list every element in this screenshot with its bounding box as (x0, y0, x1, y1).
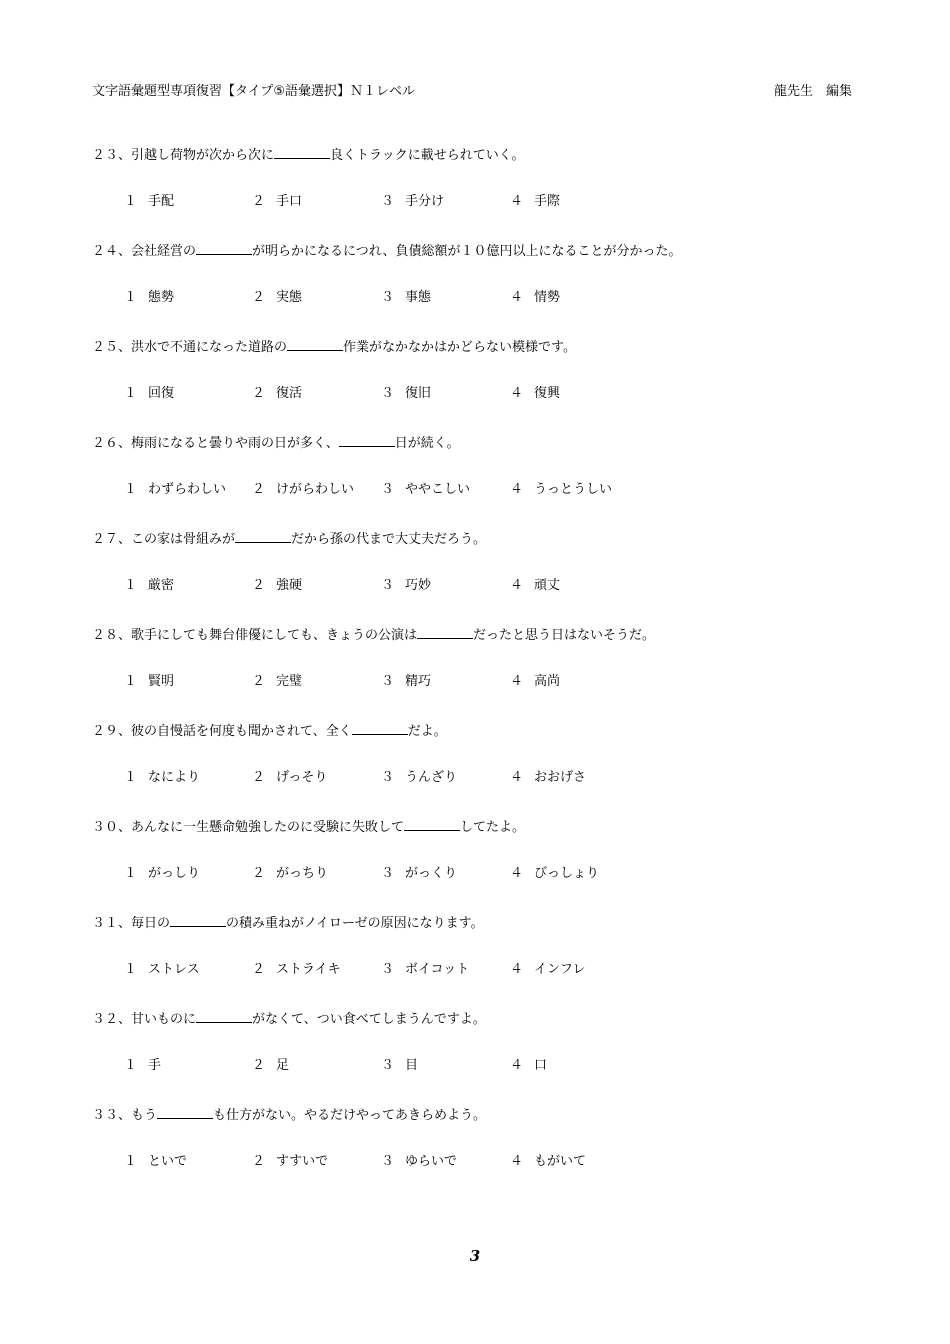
option-1 (124, 1056, 161, 1076)
option-number: １ (124, 290, 138, 305)
option-text: なにより (148, 770, 201, 785)
option-text: がっしり (148, 866, 201, 881)
option-text: がっちり (276, 866, 329, 881)
answer-blank (196, 241, 252, 255)
option-number: １ (124, 578, 138, 593)
question-text (92, 913, 484, 933)
option-number: ３ (381, 674, 395, 689)
option-number: ４ (510, 386, 524, 401)
option-number: ３ (381, 386, 395, 401)
option-4 (510, 480, 612, 500)
option-number: ２ (252, 290, 266, 305)
option-text: 手口 (276, 194, 303, 209)
option-text: 厳密 (148, 578, 175, 593)
option-number: ２ (252, 578, 266, 593)
option-2 (252, 384, 302, 404)
option-4 (510, 288, 560, 308)
question-text-after: が明らかになるにつれ、負債総額が１０億円以上になることが分かった。 (252, 244, 682, 259)
option-text: インフレ (534, 962, 586, 977)
option-4 (510, 768, 586, 788)
option-text: けがらわしい (276, 482, 355, 497)
option-text: うんざり (405, 770, 458, 785)
option-4 (510, 576, 560, 596)
option-1 (124, 288, 174, 308)
option-text: 手分け (405, 194, 445, 209)
question-25 (92, 337, 872, 433)
option-number: １ (124, 770, 138, 785)
option-text: ゆらいで (405, 1154, 458, 1169)
question-number: ３１、 (92, 916, 132, 931)
option-number: ４ (510, 1058, 524, 1073)
option-text: 口 (534, 1058, 548, 1073)
question-text-before: 歌手にしても舞台俳優にしても、きょうの公演は (131, 628, 418, 643)
option-1 (124, 480, 226, 500)
question-text (92, 721, 447, 741)
answer-blank (404, 817, 460, 831)
question-26 (92, 433, 872, 529)
option-2 (252, 192, 302, 212)
option-text: げっそり (276, 770, 328, 785)
option-3 (381, 960, 469, 980)
answer-blank (417, 625, 473, 639)
question-number: ３３、 (92, 1108, 132, 1123)
option-number: ２ (252, 194, 266, 209)
page-header (92, 82, 852, 102)
option-text: 復活 (276, 386, 303, 401)
question-27 (92, 529, 872, 625)
option-number: ４ (510, 674, 524, 689)
option-text: 目 (405, 1058, 419, 1073)
option-text: 復旧 (405, 386, 432, 401)
question-text (92, 1009, 486, 1029)
question-text (92, 529, 486, 549)
answer-blank (339, 433, 395, 447)
question-text-after: だから孫の代まで大丈夫だろう。 (291, 532, 487, 547)
question-text-before: 毎日の (131, 916, 171, 931)
answer-blank (170, 913, 226, 927)
answer-blank (196, 1009, 252, 1023)
question-text-after: の積み重ねがノイローゼの原因になります。 (226, 916, 484, 931)
option-2 (252, 1056, 289, 1076)
option-number: ４ (510, 962, 524, 977)
option-number: ４ (510, 866, 524, 881)
option-2 (252, 960, 341, 980)
option-text: といで (148, 1154, 188, 1169)
option-number: ４ (510, 290, 524, 305)
question-number: ２６、 (92, 436, 132, 451)
option-number: １ (124, 386, 138, 401)
option-text: 手配 (148, 194, 175, 209)
option-4 (510, 864, 599, 884)
question-33 (92, 1105, 872, 1201)
option-number: ３ (381, 770, 395, 785)
option-1 (124, 576, 174, 596)
header-author: 龍先生 編集 (773, 84, 852, 99)
option-text: 強硬 (276, 578, 303, 593)
option-number: ３ (381, 962, 395, 977)
option-text: 手 (148, 1058, 162, 1073)
option-number: ４ (510, 770, 524, 785)
question-text (92, 145, 525, 165)
option-3 (381, 864, 457, 884)
option-3 (381, 384, 431, 404)
option-number: ３ (381, 1058, 395, 1073)
answer-blank (287, 337, 343, 351)
option-1 (124, 960, 200, 980)
question-32 (92, 1009, 872, 1105)
header-title: 文字語彙題型専項復習【タイプ⑤語彙選択】Ｎ１レベル (92, 84, 416, 99)
option-text: わずらわしい (148, 482, 227, 497)
option-text: 情勢 (534, 290, 561, 305)
option-number: ２ (252, 1154, 266, 1169)
option-1 (124, 1152, 187, 1172)
question-text-before: 彼の自慢話を何度も聞かされて、全く (131, 724, 352, 739)
option-3 (381, 576, 431, 596)
question-text-after: だよ。 (407, 724, 447, 739)
option-number: ２ (252, 962, 266, 977)
question-text (92, 337, 576, 357)
option-number: １ (124, 962, 138, 977)
option-1 (124, 192, 174, 212)
option-number: ３ (381, 290, 395, 305)
option-2 (252, 576, 302, 596)
question-text-before: 洪水で不通になった道路の (131, 340, 288, 355)
option-text: ややこしい (405, 482, 471, 497)
option-number: １ (124, 1154, 138, 1169)
option-number: ４ (510, 578, 524, 593)
option-number: ２ (252, 674, 266, 689)
option-text: ストレス (148, 962, 200, 977)
question-number: ２８、 (92, 628, 132, 643)
answer-blank (274, 145, 330, 159)
question-24 (92, 241, 872, 337)
question-text-before: 会社経営の (131, 244, 197, 259)
option-number: １ (124, 674, 138, 689)
question-text-after: 良くトラックに載せられていく。 (330, 148, 525, 163)
page-number: 3 (469, 1247, 481, 1265)
question-28 (92, 625, 872, 721)
option-2 (252, 864, 328, 884)
option-text: 足 (276, 1058, 290, 1073)
option-2 (252, 288, 302, 308)
option-3 (381, 288, 431, 308)
question-number: ３０、 (92, 820, 132, 835)
option-text: うっとうしい (534, 482, 613, 497)
option-2 (252, 480, 354, 500)
option-text: びっしょり (534, 866, 600, 881)
option-number: ３ (381, 482, 395, 497)
question-text-before: もう (131, 1108, 158, 1123)
option-4 (510, 960, 585, 980)
question-30 (92, 817, 872, 913)
option-number: ３ (381, 1154, 395, 1169)
question-number: ２３、 (92, 148, 132, 163)
question-text-after: 日が続く。 (394, 436, 460, 451)
option-number: ４ (510, 194, 524, 209)
option-4 (510, 192, 560, 212)
option-2 (252, 768, 327, 788)
option-text: 巧妙 (405, 578, 432, 593)
question-text-after: も仕方がない。やるだけやってあきらめよう。 (213, 1108, 487, 1123)
option-number: ２ (252, 770, 266, 785)
option-number: １ (124, 194, 138, 209)
option-text: 賢明 (148, 674, 175, 689)
question-text-before: 梅雨になると曇りや雨の日が多く、 (131, 436, 339, 451)
question-text-before: 引越し荷物が次から次に (131, 148, 275, 163)
option-text: もがいて (534, 1154, 587, 1169)
question-number: ２４、 (92, 244, 132, 259)
option-number: ２ (252, 1058, 266, 1073)
option-1 (124, 768, 200, 788)
option-text: 精巧 (405, 674, 432, 689)
option-3 (381, 672, 431, 692)
option-text: すすいで (276, 1154, 329, 1169)
option-number: １ (124, 866, 138, 881)
option-number: ２ (252, 866, 266, 881)
option-3 (381, 1056, 418, 1076)
question-number: ３２、 (92, 1012, 132, 1027)
answer-blank (157, 1105, 213, 1119)
option-1 (124, 384, 174, 404)
option-number: １ (124, 1058, 138, 1073)
answer-blank (352, 721, 408, 735)
question-number: ２５、 (92, 340, 132, 355)
question-text (92, 625, 655, 645)
option-2 (252, 672, 302, 692)
question-text (92, 241, 682, 261)
option-text: 実態 (276, 290, 303, 305)
option-3 (381, 768, 457, 788)
option-1 (124, 864, 200, 884)
option-text: 手際 (534, 194, 561, 209)
option-4 (510, 384, 560, 404)
option-text: 態勢 (148, 290, 175, 305)
question-number: ２７、 (92, 532, 132, 547)
option-text: 高尚 (534, 674, 561, 689)
question-text (92, 1105, 486, 1125)
option-4 (510, 1152, 586, 1172)
option-number: ４ (510, 482, 524, 497)
answer-blank (235, 529, 291, 543)
option-text: 回復 (148, 386, 175, 401)
option-text: がっくり (405, 866, 458, 881)
question-text-after: してたよ。 (460, 820, 526, 835)
option-number: ４ (510, 1154, 524, 1169)
option-text: 事態 (405, 290, 432, 305)
question-text (92, 817, 525, 837)
question-text (92, 433, 460, 453)
option-2 (252, 1152, 328, 1172)
option-number: ３ (381, 194, 395, 209)
option-3 (381, 192, 444, 212)
option-1 (124, 672, 174, 692)
option-number: ３ (381, 578, 395, 593)
question-31 (92, 913, 872, 1009)
option-number: ２ (252, 482, 266, 497)
question-list (92, 145, 872, 1201)
option-3 (381, 1152, 457, 1172)
option-number: ２ (252, 386, 266, 401)
question-text-after: がなくて、つい食べてしまうんですよ。 (252, 1012, 486, 1027)
question-text-after: だったと思う日はないそうだ。 (473, 628, 656, 643)
question-text-before: あんなに一生懸命勉強したのに受験に失敗して (131, 820, 405, 835)
question-29 (92, 721, 872, 817)
option-number: ３ (381, 866, 395, 881)
option-number: １ (124, 482, 138, 497)
option-4 (510, 1056, 547, 1076)
option-text: ストライキ (276, 962, 341, 977)
option-text: 頑丈 (534, 578, 561, 593)
question-text-after: 作業がなかなかはかどらない模様です。 (343, 340, 576, 355)
question-23 (92, 145, 872, 241)
option-3 (381, 480, 470, 500)
question-text-before: 甘いものに (131, 1012, 197, 1027)
option-text: おおげさ (534, 770, 587, 785)
option-text: 完璧 (276, 674, 303, 689)
option-text: 復興 (534, 386, 561, 401)
option-text: ボイコット (405, 962, 470, 977)
question-number: ２９、 (92, 724, 132, 739)
question-text-before: この家は骨組みが (131, 532, 236, 547)
option-4 (510, 672, 560, 692)
